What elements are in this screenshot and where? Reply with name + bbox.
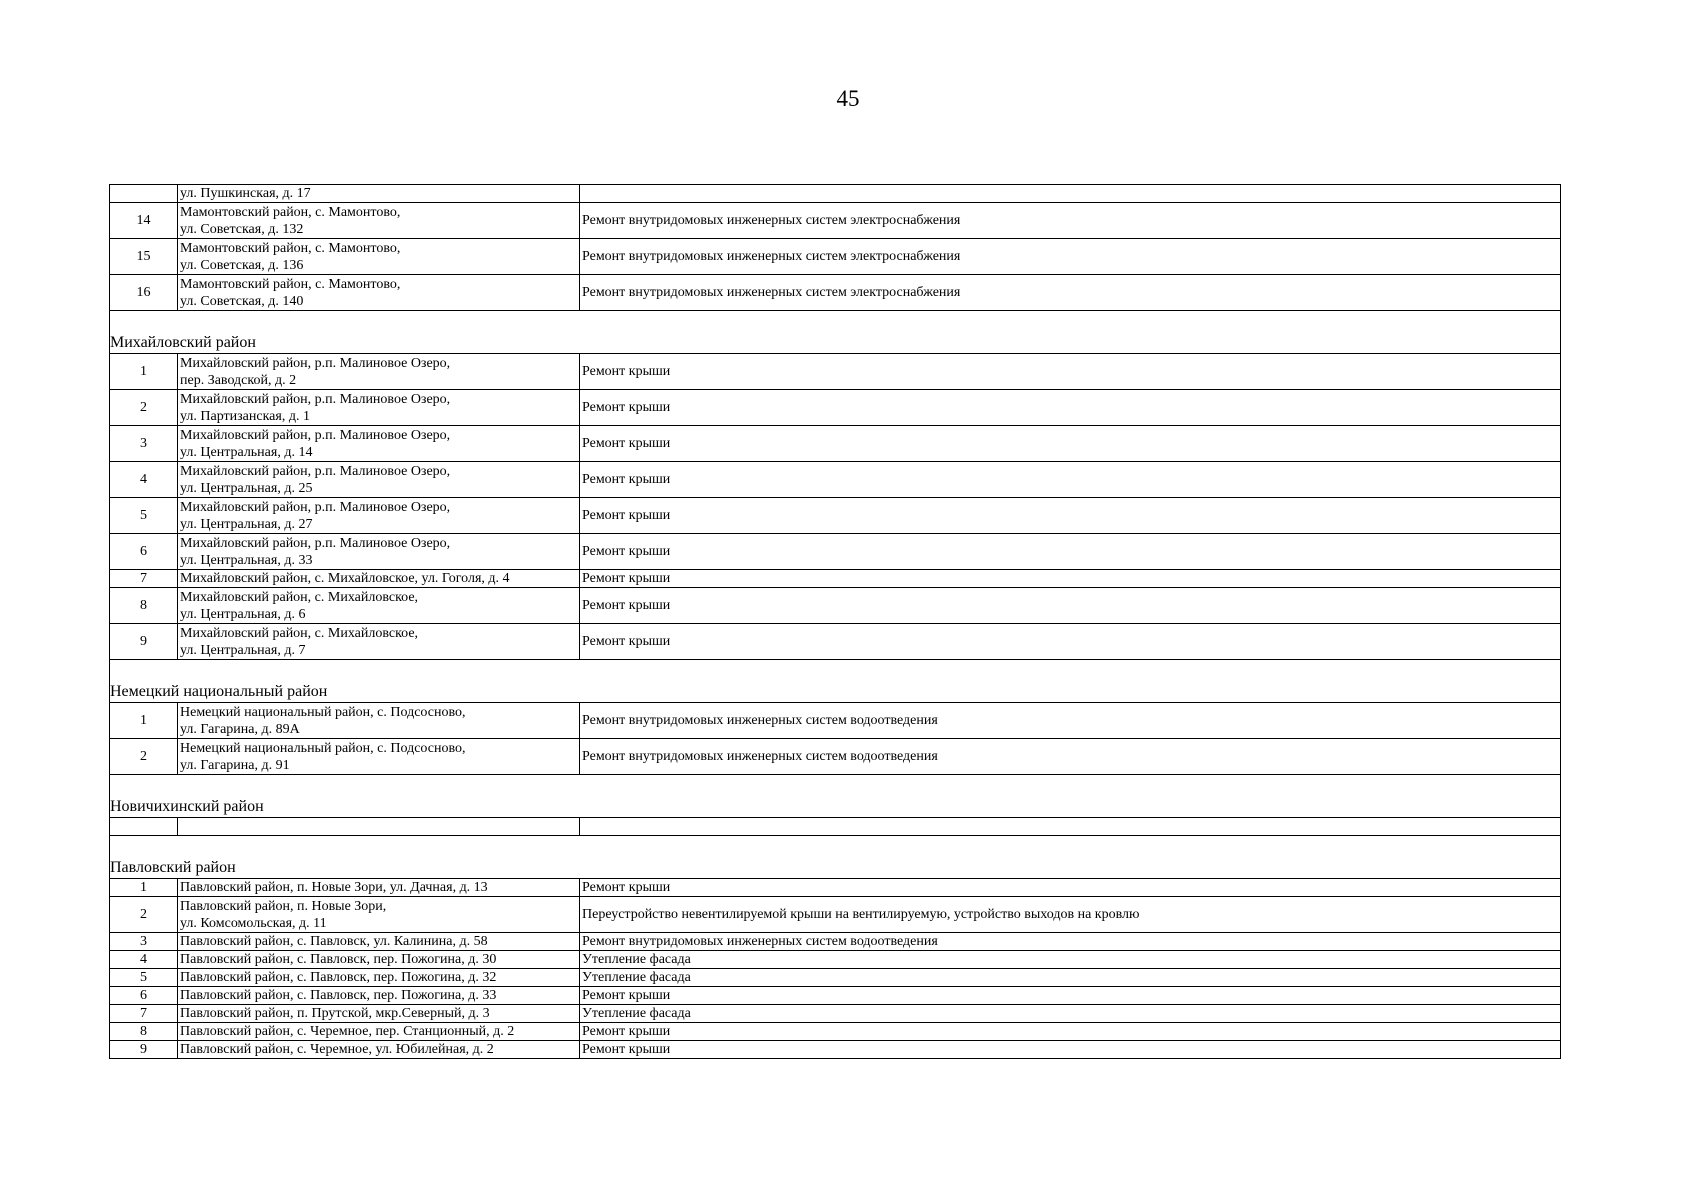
row-address: Немецкий национальный район, с. Подсосново, ул. Гагарина, д. 91 — [178, 739, 580, 775]
row-work-type: Ремонт крыши — [580, 390, 1561, 426]
section-spacer-cell — [110, 775, 1561, 798]
row-address: Мамонтовский район, с. Мамонтово, ул. Советская, д. 132 — [178, 203, 580, 239]
row-address: Михайловский район, р.п. Малиновое Озеро, ул. Партизанская, д. 1 — [178, 390, 580, 426]
row-address: Павловский район, с. Павловск, пер. Пожогина, д. 32 — [178, 969, 580, 987]
section-spacer-cell — [110, 836, 1561, 859]
section-heading-row — [110, 797, 1561, 818]
row-work-type: Утепление фасада — [580, 951, 1561, 969]
row-number: 7 — [110, 1005, 178, 1023]
section-spacer — [110, 311, 1561, 334]
row-number: 2 — [110, 390, 178, 426]
row-work-type: Ремонт крыши — [580, 462, 1561, 498]
row-work-type: Ремонт крыши — [580, 879, 1561, 897]
row-address: Павловский район, п. Прутской, мкр.Северный, д. 3 — [178, 1005, 580, 1023]
row-number: 4 — [110, 951, 178, 969]
row-work-type — [580, 185, 1561, 203]
section-spacer-cell — [110, 311, 1561, 334]
row-address: Немецкий национальный район, с. Подсосново, ул. Гагарина, д. 89А — [178, 703, 580, 739]
table-row — [110, 462, 1561, 498]
row-work-type: Переустройство невентилируемой крыши на вентилируемую, устройство выходов на кровлю — [580, 897, 1561, 933]
table-row — [110, 534, 1561, 570]
row-address: Павловский район, с. Павловск, пер. Пожогина, д. 33 — [178, 987, 580, 1005]
table-row — [110, 354, 1561, 390]
table-row — [110, 570, 1561, 588]
row-number: 7 — [110, 570, 178, 588]
row-address — [178, 818, 580, 836]
row-address: Михайловский район, р.п. Малиновое Озеро, ул. Центральная, д. 14 — [178, 426, 580, 462]
section-heading-row — [110, 858, 1561, 879]
row-address: Михайловский район, р.п. Малиновое Озеро, ул. Центральная, д. 25 — [178, 462, 580, 498]
row-number: 8 — [110, 588, 178, 624]
section-spacer — [110, 660, 1561, 683]
section-spacer-cell — [110, 660, 1561, 683]
row-number: 2 — [110, 897, 178, 933]
section-heading: Михайловский район — [110, 333, 1561, 354]
row-work-type: Ремонт крыши — [580, 534, 1561, 570]
row-address: Михайловский район, с. Михайловское, ул. Центральная, д. 7 — [178, 624, 580, 660]
row-number: 6 — [110, 534, 178, 570]
page-number: 45 — [836, 86, 860, 111]
row-work-type: Ремонт внутридомовых инженерных систем водоотведения — [580, 703, 1561, 739]
table-row — [110, 275, 1561, 311]
row-number: 5 — [110, 498, 178, 534]
table-row — [110, 987, 1561, 1005]
table-row — [110, 703, 1561, 739]
row-work-type: Ремонт крыши — [580, 1023, 1561, 1041]
row-work-type: Ремонт крыши — [580, 588, 1561, 624]
table-row — [110, 1005, 1561, 1023]
section-heading-row — [110, 333, 1561, 354]
table-row — [110, 1023, 1561, 1041]
table-row — [110, 739, 1561, 775]
row-address: Михайловский район, р.п. Малиновое Озеро, ул. Центральная, д. 33 — [178, 534, 580, 570]
row-number: 6 — [110, 987, 178, 1005]
row-work-type: Утепление фасада — [580, 1005, 1561, 1023]
row-number: 9 — [110, 624, 178, 660]
row-work-type: Утепление фасада — [580, 969, 1561, 987]
row-address: Павловский район, п. Новые Зори, ул. Комсомольская, д. 11 — [178, 897, 580, 933]
table-row — [110, 969, 1561, 987]
repair-list-table-container — [109, 184, 1561, 1059]
row-work-type — [580, 818, 1561, 836]
table-row — [110, 498, 1561, 534]
row-work-type: Ремонт внутридомовых инженерных систем водоотведения — [580, 739, 1561, 775]
section-heading-row — [110, 682, 1561, 703]
table-row — [110, 426, 1561, 462]
row-address: Михайловский район, р.п. Малиновое Озеро, пер. Заводской, д. 2 — [178, 354, 580, 390]
table-row — [110, 588, 1561, 624]
row-work-type: Ремонт крыши — [580, 498, 1561, 534]
row-number: 1 — [110, 879, 178, 897]
row-address: Павловский район, с. Черемное, пер. Станционный, д. 2 — [178, 1023, 580, 1041]
table-row — [110, 818, 1561, 836]
row-work-type: Ремонт внутридомовых инженерных систем водоотведения — [580, 933, 1561, 951]
table-row — [110, 185, 1561, 203]
section-heading: Павловский район — [110, 858, 1561, 879]
row-number — [110, 185, 178, 203]
row-work-type: Ремонт крыши — [580, 624, 1561, 660]
row-address: Павловский район, с. Павловск, ул. Калинина, д. 58 — [178, 933, 580, 951]
row-number: 2 — [110, 739, 178, 775]
row-work-type: Ремонт крыши — [580, 1041, 1561, 1059]
row-number: 15 — [110, 239, 178, 275]
row-number: 16 — [110, 275, 178, 311]
table-row — [110, 203, 1561, 239]
table-row — [110, 897, 1561, 933]
row-address: Павловский район, с. Черемное, ул. Юбилейная, д. 2 — [178, 1041, 580, 1059]
row-number: 14 — [110, 203, 178, 239]
row-address: Павловский район, п. Новые Зори, ул. Дачная, д. 13 — [178, 879, 580, 897]
row-number: 5 — [110, 969, 178, 987]
row-work-type: Ремонт крыши — [580, 354, 1561, 390]
table-row — [110, 879, 1561, 897]
section-heading: Немецкий национальный район — [110, 682, 1561, 703]
row-address: Михайловский район, с. Михайловское, ул. Центральная, д. 6 — [178, 588, 580, 624]
repair-list-table — [109, 184, 1561, 1059]
table-row — [110, 933, 1561, 951]
row-work-type: Ремонт крыши — [580, 570, 1561, 588]
table-row — [110, 390, 1561, 426]
row-work-type: Ремонт крыши — [580, 987, 1561, 1005]
row-number: 3 — [110, 933, 178, 951]
table-row — [110, 239, 1561, 275]
row-work-type: Ремонт внутридомовых инженерных систем электроснабжения — [580, 239, 1561, 275]
row-address: Мамонтовский район, с. Мамонтово, ул. Советская, д. 136 — [178, 239, 580, 275]
row-number: 1 — [110, 703, 178, 739]
table-row — [110, 624, 1561, 660]
row-number: 8 — [110, 1023, 178, 1041]
table-row — [110, 1041, 1561, 1059]
section-spacer — [110, 836, 1561, 859]
row-work-type: Ремонт крыши — [580, 426, 1561, 462]
row-address: Павловский район, с. Павловск, пер. Пожогина, д. 30 — [178, 951, 580, 969]
row-number: 1 — [110, 354, 178, 390]
row-number — [110, 818, 178, 836]
row-address: ул. Пушкинская, д. 17 — [178, 185, 580, 203]
row-number: 3 — [110, 426, 178, 462]
row-address: Михайловский район, р.п. Малиновое Озеро, ул. Центральная, д. 27 — [178, 498, 580, 534]
row-number: 4 — [110, 462, 178, 498]
row-address: Мамонтовский район, с. Мамонтово, ул. Советская, д. 140 — [178, 275, 580, 311]
row-work-type: Ремонт внутридомовых инженерных систем электроснабжения — [580, 275, 1561, 311]
row-number: 9 — [110, 1041, 178, 1059]
section-spacer — [110, 775, 1561, 798]
table-row — [110, 951, 1561, 969]
row-address: Михайловский район, с. Михайловское, ул. Гоголя, д. 4 — [178, 570, 580, 588]
section-heading: Новичихинский район — [110, 797, 1561, 818]
row-work-type: Ремонт внутридомовых инженерных систем электроснабжения — [580, 203, 1561, 239]
